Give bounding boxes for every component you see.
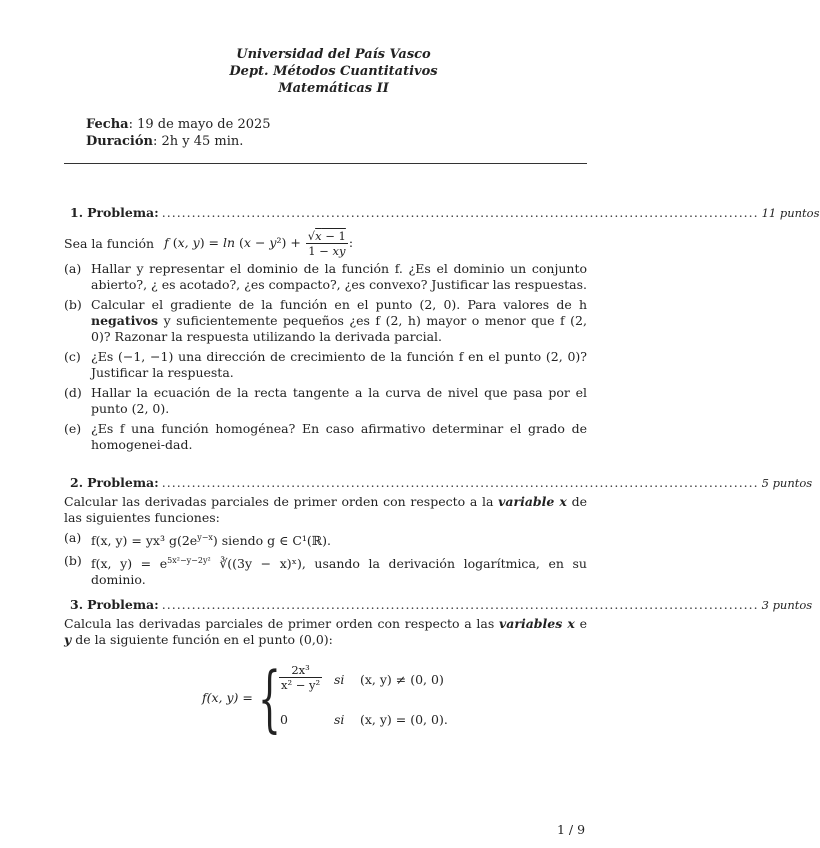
list-item: (d) Hallar la ecuación de la recta tangente a la curva de nivel que pasa por el punto (2, 0). [64,385,587,416]
date-label: Fecha [86,117,129,132]
problem-number: 2. [70,475,84,490]
problem-2-intro: Calcular las derivadas parciales de primer orden con respecto a la variable x de las siguientes funciones: [64,494,587,525]
list-item: (e) ¿Es f una función homogénea? En caso afirmativo determinar el grado de homogenei-dad. [64,421,587,452]
problem-number: 3. [70,597,84,612]
problem-1 [64,205,820,453]
page-number: 1 / 9 [557,822,586,837]
problem-points: 3 puntos [761,598,813,612]
function-definition: f (x, y) = ln (x − y²) + $\frac{√x - 1}{1 - xy}$ : [164,229,354,258]
header-divider [64,163,587,164]
department-name: Dept. Métodos Cuantitativos [229,64,438,79]
problem-1-intro: Sea la función f (x, y) = ln (x − y²) + $\frac{√x - 1}{1 - xy}$ : [64,229,354,258]
problem-number: 1. [70,205,84,220]
piecewise-lhs: f(x, y) = [202,690,253,705]
list-item: (b) Calcular el gradiente de la función en el punto (2, 0). Para valores de h negativos y suficientemente pequeños ¿es f (2, h) mayor o menor que f (2, 0)? Razonar la respuesta utilizando la derivada parcial. [64,297,587,344]
problem-points: 5 puntos [761,476,813,490]
problem-points: 11 puntos [761,206,820,220]
exam-header [0,46,667,97]
problem-2 [64,475,813,588]
list-item: (b) f(x, $y) = e^{5x^2-y-2y^2}$ ∛((3y − x)ˣ), usando la derivación logarítmica, en su dominio. [64,553,587,588]
exam-meta [86,116,271,150]
problem-title: Problema: [87,205,159,220]
course-name: Matemáticas II [278,81,389,96]
university-name: Universidad del País Vasco [236,47,431,62]
brace-symbol: { [258,656,281,740]
fraction: $\frac{√x - 1}{1 - xy}$ [307,229,346,258]
case-1-fraction: $\frac{\text{2x³}}{\text{x² − y²}}$ [281,663,321,692]
problem-title: Problema: [87,475,159,490]
problem-3-title: 3. Problema: ........................................................................................................................ 3 puntos [70,597,813,612]
problem-3 [64,597,813,648]
problem-1-items [64,261,587,453]
problem-title: Problema: [87,597,159,612]
problem-2-items [64,530,587,588]
date-value: : 19 de mayo de 2025 [128,117,271,132]
piecewise-function: f(x, y) = { $\frac{\text{2x³}}{\text{x² − y²}}$ si (x, y) ≠ (0, 0) 0 si (x, y) = (0, 0). [202,656,448,740]
duration-label: Duración [86,134,153,149]
list-item: (c) ¿Es (−1, −1) una dirección de crecimiento de la función f en el punto (2, 0)? Justificar la respuesta. [64,349,587,380]
problem-2-title: 2. Problema: ........................................................................................................................ 5 puntos [70,475,813,490]
problem-1-title: 1. Problema: ........................................................................................................................ 11 puntos [70,205,820,220]
list-item: (a) Hallar y representar el dominio de la función f. ¿Es el dominio un conjunto abierto?, ¿ es acotado?, ¿es compacto?, ¿es convexo? Justificar las respuestas. [64,261,587,292]
problem-3-intro: Calcula las derivadas parciales de primer orden con respecto a las variables x e y de la siguiente función en el punto (0,0): [64,616,587,647]
list-item: (a) f(x, y) = yx³ $g(2e^{y-x})$ siendo g ∈ C¹(ℝ). [64,530,332,549]
duration-value: : 2h y 45 min. [152,134,244,149]
